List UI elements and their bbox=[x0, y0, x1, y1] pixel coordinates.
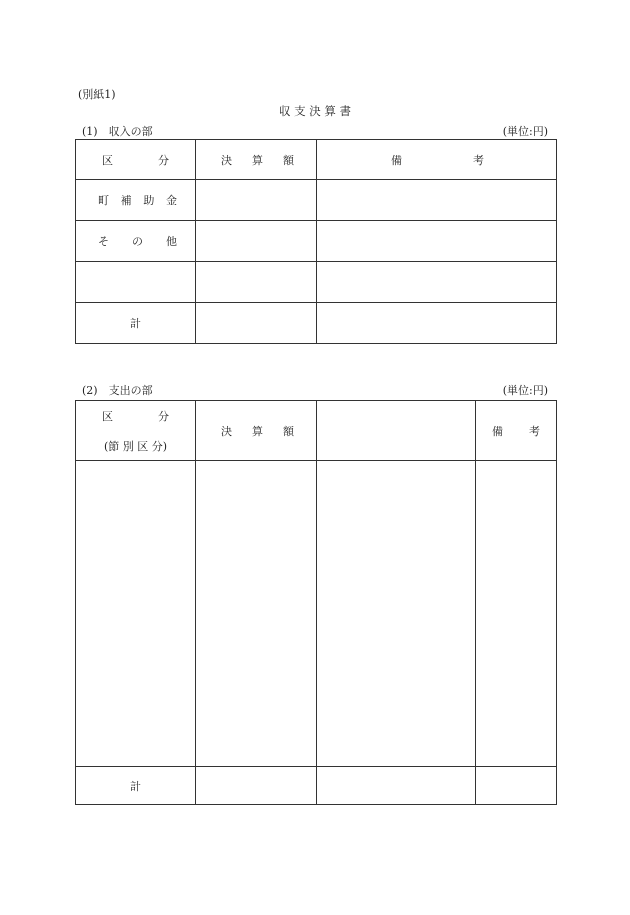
total-remarks-cell[interactable] bbox=[476, 767, 557, 805]
header-amount: 決 算 額 bbox=[196, 140, 317, 180]
total-extra-cell[interactable] bbox=[317, 767, 476, 805]
row-label-subsidy: 町 補 助 金 bbox=[76, 180, 196, 221]
total-amount-cell[interactable] bbox=[196, 767, 317, 805]
header-category: 区 分 (節 別 区 分) bbox=[76, 401, 196, 461]
header-remarks: 備 考 bbox=[317, 140, 557, 180]
row-label-other: そ の 他 bbox=[76, 221, 196, 262]
header-category-sub: (節 別 区 分) bbox=[103, 439, 168, 453]
table-row bbox=[76, 180, 557, 221]
income-unit-label: (単位:円) bbox=[502, 125, 548, 138]
attachment-label: (別紙1) bbox=[78, 88, 116, 101]
total-label: 計 bbox=[76, 303, 196, 344]
document-title: 収 支 決 算 書 bbox=[278, 104, 352, 118]
total-remarks-cell[interactable] bbox=[317, 303, 557, 344]
expense-unit-label: (単位:円) bbox=[502, 384, 548, 397]
income-table bbox=[75, 139, 557, 344]
row-label-blank[interactable] bbox=[76, 262, 196, 303]
income-total-row bbox=[76, 303, 557, 344]
expense-section-title: (2) 支出の部 bbox=[82, 384, 153, 397]
table-row bbox=[76, 461, 557, 767]
amount-cell[interactable] bbox=[196, 180, 317, 221]
header-category: 区 分 bbox=[76, 140, 196, 180]
table-row bbox=[76, 221, 557, 262]
remarks-cell[interactable] bbox=[317, 180, 557, 221]
income-header-row bbox=[76, 140, 557, 180]
total-label: 計 bbox=[76, 767, 196, 805]
remarks-cell[interactable] bbox=[317, 262, 557, 303]
total-amount-cell[interactable] bbox=[196, 303, 317, 344]
remarks-cell[interactable] bbox=[317, 221, 557, 262]
expense-header-row bbox=[76, 401, 557, 461]
header-remarks: 備 考 bbox=[476, 401, 557, 461]
amount-cell[interactable] bbox=[196, 221, 317, 262]
amount-cell[interactable] bbox=[196, 461, 317, 767]
amount-cell[interactable] bbox=[196, 262, 317, 303]
table-row bbox=[76, 262, 557, 303]
header-amount: 決 算 額 bbox=[196, 401, 317, 461]
category-cell[interactable] bbox=[76, 461, 196, 767]
income-section-title: (1) 収入の部 bbox=[82, 125, 153, 138]
remarks-cell[interactable] bbox=[476, 461, 557, 767]
extra-cell[interactable] bbox=[317, 461, 476, 767]
header-extra bbox=[317, 401, 476, 461]
expense-table bbox=[75, 400, 557, 805]
expense-total-row bbox=[76, 767, 557, 805]
